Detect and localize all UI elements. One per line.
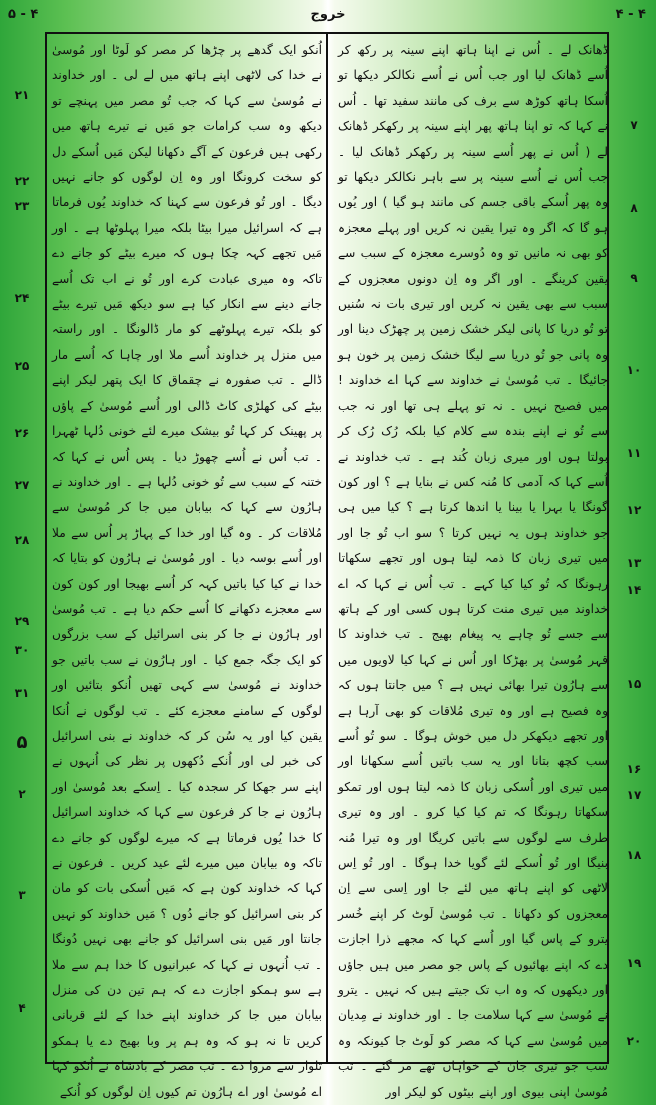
verse-number: ۲۷ [14,478,30,492]
verse-number: ۸ [630,201,638,215]
verse-number: ۲۰ [626,1034,642,1048]
verse-number: ۲۳ [14,199,30,213]
verse-number: ۱۸ [626,848,642,862]
verse-number: ۹ [630,271,638,285]
verse-number: ۲۹ [14,614,30,628]
verse-number: ۱۷ [626,788,642,802]
verse-number: ۱۹ [626,956,642,970]
verse-number: ۱۱ [626,446,642,460]
page-number-left: ۵ - ۴ [8,7,39,22]
verse-number: ۱۲ [626,503,642,517]
verse-number: ۲۴ [14,291,30,305]
verse-number: ۱۰ [626,363,642,377]
verse-number: ۱۶ [626,762,642,776]
left-column-text: اُنکو ایک گدھے پر چڑھا کر مصر کو لَوٹا اور مُوسیٰ نے خدا کی لاٹھی اپنے ہاتھ میں لے لی ۔ اور خداوند نے مُوسیٰ سے کہا کہ جب تُو مصر میں پہنچے تو دیکھ وہ سب کرامات جو مَیں نے تیرے ہاتھ میں رکھی ہیں فرعون کے آگے دکھانا لیکن مَیں اُسکے دل کو سخت کرونگا اور وہ اِن لوگوں کو جانے نہیں دیگا ۔ اور تُو فرعون سے کہنا کہ خداوند یُوں فرماتا ہے کہ اسرائیل میرا بیٹا بلکہ میرا پہلوٹھا ہے ۔ اور مَیں تجھے کہہ چکا ہوں کہ میرے بیٹے کو جانے دے تاکہ وہ میری عبادت کرے اور تُو نے اب تک اُسے جانے دینے سے انکار کیا ہے سو دیکھ مَیں تیرے بیٹے کو بلکہ تیرے پہلوٹھے کو مار ڈالونگا ۔ اور راستہ میں منزل پر خداوند اُسے ملا اور چاہا کہ اُسے مار ڈالے ۔ تب صفورہ نے چقماق کا ایک پتھر لیکر اپنے بیٹے کی کھلڑی کاٹ ڈالی اور اُسے مُوسیٰ کے پاؤں پر پھینک کر کہا تُو بیشک میرے لئے خونی دُلہا ٹھہرا ۔ تب اُس نے اُسے چھوڑ دیا ۔ پس اُس نے کہا کہ ختنہ کے سبب سے تُو خونی دُلہا ہے ۔ اور خداوند نے ہارُون سے کہا کہ بیابان میں جا کر مُوسیٰ سے مُلاقات کر ۔ وہ گیا اور خدا کے پہاڑ پر اُس سے ملا اور اُسے بوسہ دیا ۔ اور مُوسیٰ نے ہارُون کو بتایا کہ خدا نے کیا کیا باتیں کہہ کر اُسے بھیجا اور کون کون سے معجزے دکھانے کا اُسے حکم دیا ہے ۔ تب مُوسیٰ اور ہارُون نے جا کر بنی اسرائیل کے سب بزرگوں کو ایک جگہ جمع کیا ۔ اور ہارُون نے سب باتیں جو خداوند نے مُوسیٰ سے کہی تھیں اُنکو بتائیں اور لوگوں کے سامنے معجزے کئے ۔ تب لوگوں نے اُنکا یقین کیا اور یہ سُن کر کہ خداوند نے بنی اسرائیل کی خبر لی اور اُنکے دُکھوں پر نظر کی اُنہوں نے اپنے سر جھکا کر سجدہ کیا ۔ اِسکے بعد مُوسیٰ اور ہارُون نے جا کر فرعون سے کہا کہ خداوند اسرائیل کا خدا یُوں فرماتا ہے کہ میرے لوگوں کو جانے دے تاکہ وہ بیابان میں میرے لئے عید کریں ۔ فرعون نے کہا کہ خداوند کون ہے کہ مَیں اُسکی بات کو مان کر بنی اسرائیل کو جانے دُوں ؟ مَیں خداوند کو نہیں جانتا اور مَیں بنی اسرائیل کو جانے بھی نہیں دُونگا ۔ تب اُنہوں نے کہا کہ عبرانیوں کا خدا ہم سے ملا ہے سو ہمکو اجازت دے کہ ہم تین دن کی منزل بیابان میں جا کر خداوند اپنے خدا کے لئے قربانی کریں تا نہ ہو کہ وہ ہم پر وبا بھیج دے یا ہمکو تلوار سے مروا دے ۔ تب مصر کے بادشاہ نے اُنکو کہا اے مُوسیٰ اور اے ہارُون تم کیوں اِن لوگوں کو اُنکے [52,43,322,1099]
book-title: خروج [310,7,346,22]
verse-number: ۲۵ [14,359,30,373]
verse-number: ۲۸ [14,533,30,547]
verse-number: ۲ [18,787,26,801]
column-divider [326,32,328,1064]
verse-number: ۲۲ [14,174,30,188]
verse-number: ۲۶ [14,426,30,440]
left-text-column [52,38,322,1099]
page-header [0,0,656,32]
chapter-number: ۵ [16,732,28,753]
right-column-text: ڈھانک لے ۔ اُس نے اپنا ہاتھ اپنے سینہ پر رکھ کر اُسے ڈھانک لیا اور جب اُس نے اُسے نکالکر دیکھا تو اُسکا ہاتھ کوڑھ سے برف کی مانند سفید تھا ۔ اُس نے کہا کہ تو اپنا ہاتھ پھر اپنے سینہ پر رکھکر ڈھانک لے ( اُس نے پھر اُسے سینہ پر رکھکر ڈھانک لیا ۔ جب اُس نے اُسے سینہ پر سے باہر نکالکر دیکھا تو وہ پھر اُسکے باقی جسم کی مانند ہو گیا ) اور یُوں ہو گا کہ اگر وہ تیرا یقین نہ کریں اور پہلے معجزہ کو بھی نہ مانیں تو وہ دُوسرے معجزہ کے سبب سے یقین کرینگے ۔ اور اگر وہ اِن دونوں معجزوں کے سبب سے بھی یقین نہ کریں اور تیری بات نہ سُنیں تو تُو دریا کا پانی لیکر خشک زمین پر چھڑک دینا اور وہ پانی جو تُو دریا سے لیگا خشک زمین پر خون ہو جائیگا ۔ تب مُوسیٰ نے خداوند سے کہا اے خداوند ! میں فصیح نہیں ۔ نہ تو پہلے ہی تھا اور نہ جب سے تُو نے اپنے بندہ سے کلام کیا بلکہ رُک رُک کر بولتا ہوں اور میری زبان کُند ہے ۔ تب خداوند نے اُسے کہا کہ آدمی کا مُنہ کس نے بنایا ہے ؟ اور کون گونگا یا بہرا یا بینا یا اندھا کرتا ہے ؟ کیا میں ہی جو خداوند ہوں یہ نہیں کرتا ؟ سو اب تُو جا اور میں تیری زبان کا ذمہ لیتا ہوں اور تجھے سکھاتا رہونگا کہ تُو کیا کیا کہے ۔ تب اُس نے کہا کہ اے خداوند میں تیری منت کرتا ہوں کسی اور کے ہاتھ سے جسے تُو چاہے یہ پیغام بھیج ۔ تب خداوند کا قہر مُوسیٰ پر بھڑکا اور اُس نے کہا کیا لاویوں میں سے ہارُون تیرا بھائی نہیں ہے ؟ میں جانتا ہوں کہ وہ فصیح ہے اور وہ تیری مُلاقات کو بھی آرہا ہے اور تجھے دیکھکر دل میں خوش ہوگا ۔ سو تُو اُسے سب کچھ بتانا اور یہ سب باتیں اُسے سکھانا اور میں تیری اور اُسکی زبان کا ذمہ لیتا ہوں اور تمکو سکھاتا رہونگا کہ تم کیا کیا کرو ۔ اور وہ تیری طرف سے لوگوں سے باتیں کریگا اور وہ تیرا مُنہ بنیگا اور تُو اُسکے لئے گویا خدا ہوگا ۔ اور تُو اِس لاٹھی کو اپنے ہاتھ میں لئے جا اور اِسی سے اِن معجزوں کو دکھانا ۔ تب مُوسیٰ لَوٹ کر اپنے خُسر یترو کے پاس گیا اور اُسے کہا کہ مجھے ذرا اجازت دے کہ اپنے بھائیوں کے پاس جو مصر میں ہیں جاؤں اور دیکھوں کہ وہ اب تک جیتے ہیں کہ نہیں ۔ یترو نے مُوسیٰ سے کہا سلامت جا ۔ اور خداوند نے مِدیان میں مُوسیٰ سے کہا کہ مصر کو لَوٹ جا کیونکہ وہ سب جو تیری جان کے خواہاں تھے مر گئے ۔ تب مُوسیٰ اپنی بیوی اور اپنے بیٹوں کو لیکر اور [338,43,608,1099]
verse-number: ۱۴ [626,583,642,597]
verse-number: ۷ [630,118,638,132]
verse-number: ۱۵ [626,677,642,691]
verse-number: ۲۱ [14,88,30,102]
verse-number: ۱۳ [626,556,642,570]
verse-number: ۳۱ [14,686,30,700]
verse-number: ۳۰ [14,643,30,657]
verse-number: ۴ [18,1001,26,1015]
page-number-right: ۴ - ۴ [615,7,646,22]
verse-number: ۳ [18,888,26,902]
right-text-column [338,38,608,1099]
